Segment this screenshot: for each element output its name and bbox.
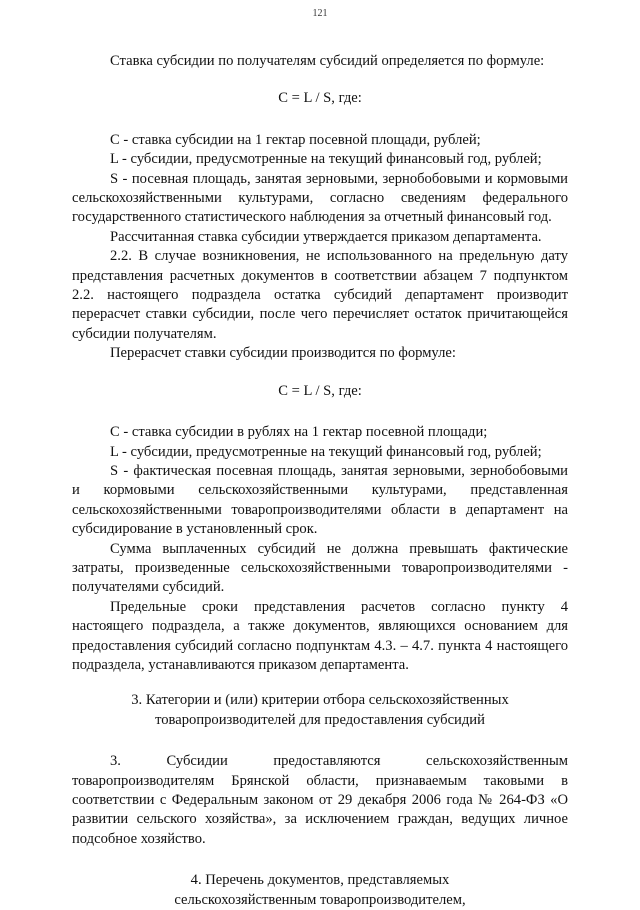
definition-c-1: C - ставка субсидии на 1 гектар посевной площади, рублей; <box>110 131 481 148</box>
definition-l-2: L - субсидии, предусмотренные на текущий финансовый год, рублей; <box>110 443 542 460</box>
section-3-text: 3. Субсидии предоставляются сельскохозяйственным товаропроизводителям Брянской области, признаваемым таковыми в соответствии с Федеральным законом от 29 декабря 2006 года № 264-ФЗ «О развитии сельского хозяйства», за исключением граждан, ведущих личное подсобное хозяйство. <box>72 753 568 847</box>
definition-s-1: S - посевная площадь, занятая зерновыми, зернобобовыми и кормовыми сельскохозяйственными культурами, согласно сведениям федерального государственного статистического наблюдения за отчетный финансовый год. <box>72 170 568 226</box>
definition-l-1: L - субсидии, предусмотренные на текущий финансовый год, рублей; <box>110 151 542 168</box>
definition-s-2: S - фактическая посевная площадь, занятая зерновыми, зернобобовыми и кормовыми сельскохозяйственными культурами, представленная сельскохозяйственными товаропроизводителями области в департамент на субсидирование в установленный срок. <box>72 462 568 538</box>
recalc-intro: Перерасчет ставки субсидии производится по формуле: <box>110 345 456 362</box>
section-4-title-line-2: сельскохозяйственным товаропроизводителем, <box>174 891 466 908</box>
approval-paragraph: Рассчитанная ставка субсидии утверждается приказом департамента. <box>110 228 542 245</box>
formula-2: C = L / S, где: <box>278 382 362 399</box>
limit-paragraph: Сумма выплаченных субсидий не должна превышать фактические затраты, произведенные сельскохозяйственными товаропроизводителями - получателями субсидий. <box>72 540 568 596</box>
formula-intro: Ставка субсидии по получателям субсидий определяется по формуле: <box>110 53 545 69</box>
document-body <box>72 52 568 910</box>
deadlines-paragraph: Предельные сроки представления расчетов согласно пункту 4 настоящего подраздела, а также документов, являющихся основанием для предоставления субсидий согласно подпунктам 4.3. – 4.7. пункта 4 настоящего подраздела, устанавливаются приказом департамента. <box>72 598 568 673</box>
page-number: 121 <box>312 8 328 19</box>
formula-1: C = L / S, где: <box>278 90 362 107</box>
section-3-title: 3. Категории и (или) критерии отбора сельскохозяйственных товаропроизводителей для предоставления субсидий <box>131 692 509 728</box>
definition-c-2: C - ставка субсидии в рублях на 1 гектар посевной площади; <box>110 424 488 441</box>
paragraph-2-2: 2.2. В случае возникновения, не использованного на предельную дату представления расчетных документов в соответствии абзацем 7 подпунктом 2.2. настоящего подраздела остатка субсидий департамент производит перерасчет ставки субсидии, после чего перечисляет остаток причитающейся субсидии получателям. <box>72 248 568 342</box>
section-4-title-line-1: 4. Перечень документов, представляемых <box>190 872 450 889</box>
